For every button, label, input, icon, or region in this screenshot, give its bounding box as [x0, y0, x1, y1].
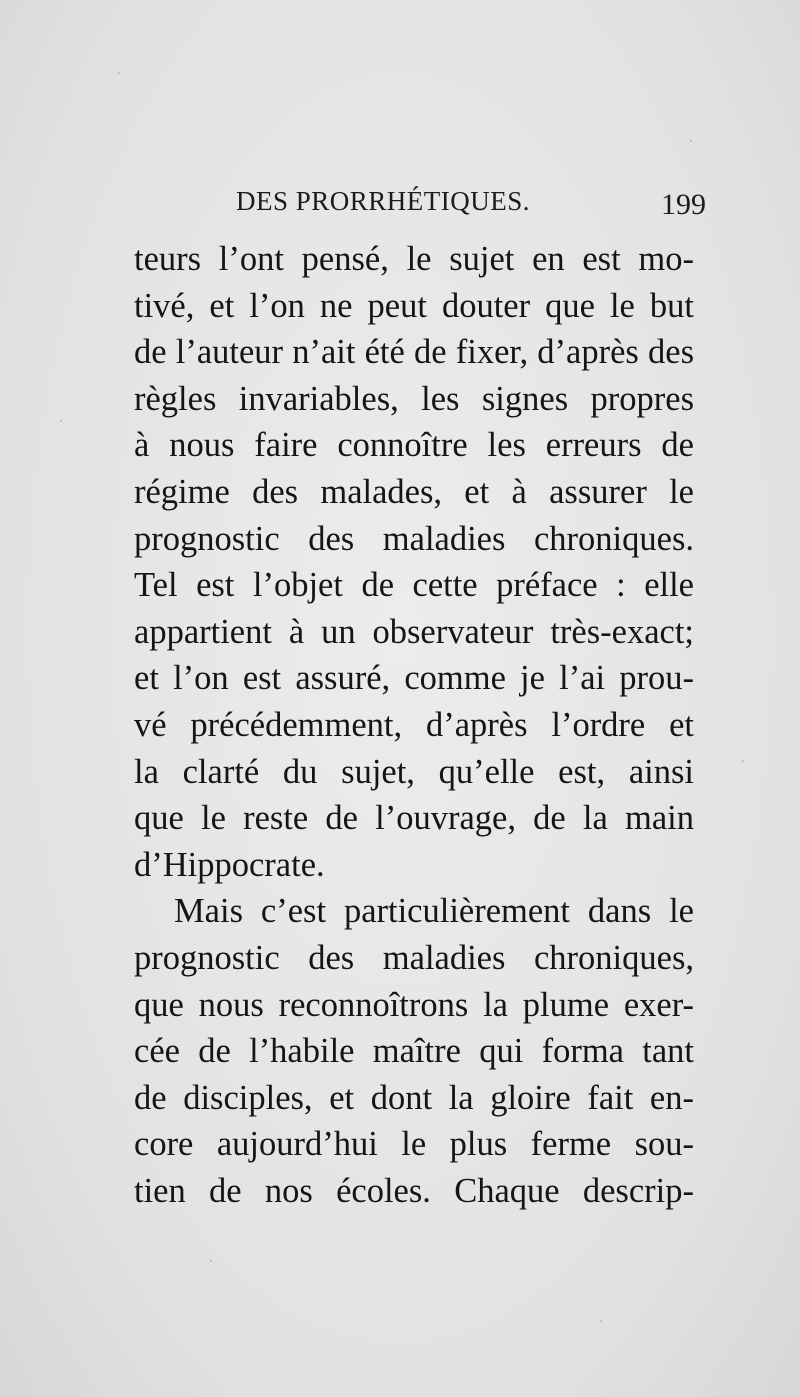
page-number: 199: [661, 188, 706, 221]
text-line: d’Hippocrate.: [134, 845, 325, 884]
text-line: vé précédemment, d’après l’ordre et: [134, 705, 694, 744]
paper-speck: [600, 1320, 602, 1322]
text-line: régime des malades, et à assurer le: [134, 472, 694, 511]
text-line: tivé, et l’on ne peut douter que le but: [134, 286, 694, 325]
text-line: Tel est l’objet de cette préface : elle: [134, 566, 694, 605]
text-line: de l’auteur n’ait été de fixer, d’après des: [134, 333, 694, 372]
paragraph: [134, 888, 694, 1214]
text-line: que le reste de l’ouvrage, de la main: [134, 799, 694, 838]
text-line: la clarté du sujet, qu’elle est, ainsi: [134, 752, 694, 791]
text-line: core aujourd’hui le plus ferme sou-: [134, 1125, 694, 1164]
paragraph: [134, 236, 694, 888]
text-line: et l’on est assuré, comme je l’ai prou-: [134, 659, 694, 698]
text-line: de disciples, et dont la gloire fait en-: [134, 1078, 694, 1117]
text-line: prognostic des maladies chroniques,: [134, 938, 694, 977]
text-line: Mais c’est particulièrement dans le: [174, 892, 694, 931]
paper-speck: [118, 72, 120, 74]
paper-speck: [690, 140, 692, 142]
text-line: tien de nos écoles. Chaque descrip-: [134, 1171, 694, 1210]
text-line: que nous reconnoîtrons la plume exer-: [134, 985, 694, 1024]
running-title: DES PRORRHÉTIQUES.: [236, 186, 531, 216]
paper-speck: [742, 760, 744, 762]
body-text: [134, 236, 694, 1214]
text-line: teurs l’ont pensé, le sujet en est mo-: [134, 240, 694, 278]
paper-speck: [210, 1260, 212, 1262]
text-line: règles invariables, les signes propres: [134, 379, 694, 418]
text-line: appartient à un observateur très-exact;: [134, 612, 694, 651]
page-header: [236, 186, 706, 226]
text-line: à nous faire connoître les erreurs de: [134, 426, 694, 465]
text-line: cée de l’habile maître qui forma tant: [134, 1032, 694, 1071]
text-line: prognostic des maladies chroniques.: [134, 519, 694, 558]
paper-speck: [60, 420, 62, 422]
